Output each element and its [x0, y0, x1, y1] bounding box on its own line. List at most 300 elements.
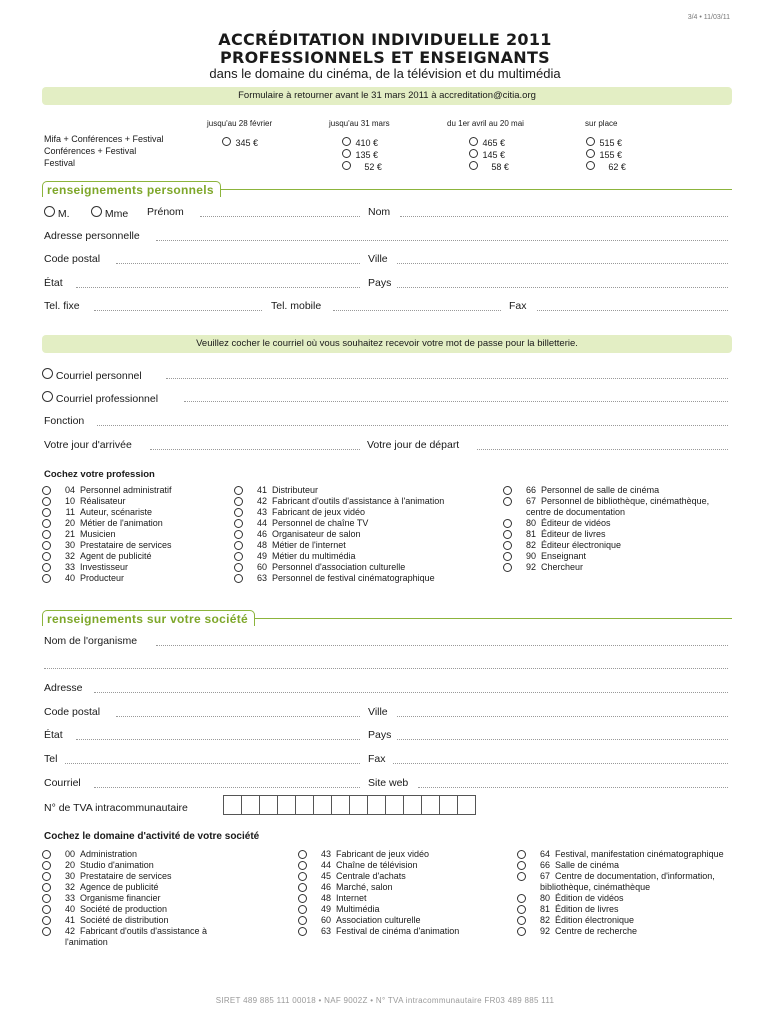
company-etat-label: État — [44, 729, 63, 741]
profession-label: Éditeur de livres — [541, 529, 606, 539]
domain-code: 30 — [64, 871, 75, 881]
domain-code: 32 — [64, 882, 75, 892]
period-header: du 1er avril au 20 mai — [447, 119, 524, 128]
profession-option[interactable] — [503, 529, 709, 540]
profession-column-2 — [234, 485, 444, 584]
radio-icon — [503, 497, 512, 506]
domain-code: 66 — [539, 860, 550, 870]
radio-icon — [469, 161, 478, 170]
radio-icon — [298, 861, 307, 870]
profession-option[interactable] — [42, 551, 172, 562]
domain-code: 44 — [320, 860, 331, 870]
domain-label: Studio d'animation — [80, 860, 154, 870]
profession-label: Éditeur de vidéos — [541, 518, 611, 528]
price-option[interactable] — [342, 157, 382, 175]
profession-column-1 — [42, 485, 172, 584]
company-etat-field[interactable] — [76, 739, 360, 740]
domain-option[interactable] — [298, 926, 459, 937]
domain-option[interactable] — [42, 849, 207, 860]
code-postal-field[interactable] — [116, 263, 360, 264]
fax-label: Fax — [509, 300, 527, 312]
profession-option[interactable] — [42, 496, 172, 507]
profession-option[interactable] — [503, 562, 709, 573]
profession-label-continuation: centre de documentation — [526, 507, 626, 517]
profession-code: 43 — [256, 507, 267, 517]
profession-code: 90 — [525, 551, 536, 561]
fax-field[interactable] — [537, 310, 728, 311]
domain-label: Centrale d'achats — [336, 871, 406, 881]
domain-label: Chaîne de télévision — [336, 860, 418, 870]
radio-icon — [517, 872, 526, 881]
profession-code: 82 — [525, 540, 536, 550]
fonction-label: Fonction — [44, 415, 85, 427]
profession-option[interactable] — [42, 562, 172, 573]
domain-code: 80 — [539, 893, 550, 903]
domain-label: Édition de vidéos — [555, 893, 624, 903]
domain-option[interactable] — [42, 860, 207, 871]
adresse-field[interactable] — [156, 240, 728, 241]
radio-icon — [298, 883, 307, 892]
profession-code: 30 — [64, 540, 75, 550]
domain-label: Festival, manifestation cinématographique — [555, 849, 724, 859]
profession-code: 21 — [64, 529, 75, 539]
profession-label: Agent de publicité — [80, 551, 152, 561]
profession-code: 40 — [64, 573, 75, 583]
domain-code: 82 — [539, 915, 550, 925]
company-tel-field[interactable] — [65, 763, 360, 764]
domain-option[interactable] — [42, 904, 207, 915]
profession-label: Métier de l'internet — [272, 540, 346, 550]
profession-code: 44 — [256, 518, 267, 528]
domain-label: Salle de cinéma — [555, 860, 620, 870]
tva-input-boxes[interactable] — [223, 795, 476, 815]
radio-icon — [298, 850, 307, 859]
domain-option[interactable] — [298, 915, 459, 926]
profession-label: Métier du multimédia — [272, 551, 356, 561]
profession-option[interactable] — [234, 496, 444, 507]
domain-heading: Cochez le domaine d'activité de votre société — [44, 831, 260, 842]
return-notice-text: Formulaire à retourner avant le 31 mars 2011 à accreditation@citia.org — [238, 90, 536, 101]
profession-label: Organisateur de salon — [272, 529, 361, 539]
profession-code: 48 — [256, 540, 267, 550]
courriel-pro-field[interactable] — [184, 401, 728, 402]
domain-option[interactable] — [517, 849, 724, 860]
nom-field[interactable] — [400, 216, 728, 217]
profession-label: Métier de l'animation — [80, 518, 163, 528]
domain-code: 46 — [320, 882, 331, 892]
company-adresse-field[interactable] — [94, 692, 728, 693]
profession-option[interactable] — [42, 518, 172, 529]
company-adresse-label: Adresse — [44, 682, 83, 694]
radio-icon — [42, 916, 51, 925]
domain-label-continuation: l'animation — [65, 937, 108, 947]
prenom-label: Prénom — [147, 206, 184, 218]
organisme-field-line-2[interactable] — [44, 668, 728, 669]
domain-code: 92 — [539, 926, 550, 936]
profession-option[interactable] — [42, 540, 172, 551]
radio-icon — [503, 530, 512, 539]
domain-code: 49 — [320, 904, 331, 914]
domain-label: Centre de documentation, d'information, — [555, 871, 715, 881]
depart-label: Votre jour de départ — [367, 439, 460, 451]
profession-code: 04 — [64, 485, 75, 495]
profession-option[interactable] — [234, 507, 444, 518]
profession-option[interactable] — [42, 507, 172, 518]
domain-option[interactable] — [517, 893, 724, 904]
radio-icon — [517, 905, 526, 914]
profession-code: 20 — [64, 518, 75, 528]
radio-icon — [517, 927, 526, 936]
pays-label: Pays — [368, 277, 392, 289]
domain-label: Association culturelle — [336, 915, 421, 925]
domain-label: Internet — [336, 893, 367, 903]
tel-mobile-field[interactable] — [333, 310, 501, 311]
profession-label: Investisseur — [80, 562, 129, 572]
domain-code: 41 — [64, 915, 75, 925]
radio-icon — [42, 508, 51, 517]
profession-label: Personnel de chaîne TV — [272, 518, 369, 528]
domain-label: Multimédia — [336, 904, 380, 914]
company-courriel-label: Courriel — [44, 777, 81, 789]
tva-label: N° de TVA intracommunautaire — [44, 802, 188, 814]
tel-fixe-label: Tel. fixe — [44, 300, 80, 312]
price-value: 515 € — [599, 138, 622, 148]
radio-icon — [517, 916, 526, 925]
profession-option[interactable] — [503, 518, 709, 529]
profession-code: 46 — [256, 529, 267, 539]
mail-notice-text: Veuillez cocher le courriel où vous souhaitez recevoir votre mot de passe pour la billetterie. — [196, 338, 578, 349]
page-reference: 3/4 • 11/03/11 — [687, 14, 730, 21]
domain-option[interactable] — [42, 882, 207, 893]
profession-label: Personnel d'association culturelle — [272, 562, 406, 572]
price-value: 410 € — [355, 138, 378, 148]
radio-icon — [503, 486, 512, 495]
radio-icon — [42, 541, 51, 550]
price-row-label: Mifa + Conférences + Festival — [44, 134, 164, 144]
form-title: ACCRÉDITATION INDIVIDUELLE 2011 — [218, 30, 552, 49]
site-web-field[interactable] — [418, 787, 728, 788]
radio-icon — [298, 894, 307, 903]
profession-code: 80 — [525, 518, 536, 528]
profession-option[interactable] — [234, 551, 444, 562]
profession-label: Distributeur — [272, 485, 319, 495]
profession-label: Personnel de bibliothèque, cinémathèque, — [541, 496, 710, 506]
domain-column-3 — [517, 849, 724, 937]
profession-label: Personnel de salle de cinéma — [541, 485, 660, 495]
profession-code: 11 — [65, 507, 75, 517]
company-ville-field[interactable] — [397, 716, 728, 717]
domain-option[interactable] — [298, 849, 459, 860]
radio-icon — [503, 563, 512, 572]
profession-option[interactable] — [503, 485, 709, 496]
domain-code: 43 — [320, 849, 331, 859]
profession-label: Réalisateur — [80, 496, 126, 506]
ville-field[interactable] — [397, 263, 728, 264]
profession-label: Auteur, scénariste — [80, 507, 153, 517]
radio-icon — [234, 563, 243, 572]
radio-icon — [234, 530, 243, 539]
profession-code: 67 — [525, 496, 536, 506]
profession-code: 41 — [256, 485, 267, 495]
radio-icon — [42, 552, 51, 561]
domain-code: 64 — [539, 849, 550, 859]
profession-code: 60 — [256, 562, 267, 572]
etat-field[interactable] — [76, 287, 360, 288]
profession-option[interactable] — [234, 573, 444, 584]
radio-icon — [503, 552, 512, 561]
radio-icon — [42, 391, 53, 402]
radio-icon — [42, 894, 51, 903]
radio-icon — [234, 552, 243, 561]
price-row-label: Festival — [44, 158, 76, 168]
radio-icon — [42, 927, 51, 936]
adresse-label: Adresse personnelle — [44, 230, 140, 242]
title-mr-label: M. — [57, 208, 70, 220]
domain-option[interactable] — [298, 893, 459, 904]
company-code-postal-label: Code postal — [44, 706, 101, 718]
price-value: 345 € — [235, 138, 258, 148]
profession-option[interactable] — [503, 496, 709, 507]
domain-code: 33 — [64, 893, 75, 903]
domain-label: Marché, salon — [336, 882, 393, 892]
radio-icon — [42, 905, 51, 914]
profession-heading: Cochez votre profession — [44, 469, 155, 480]
organisme-field[interactable] — [156, 645, 728, 646]
title-mr-option[interactable] — [44, 206, 70, 220]
price-value: 58 € — [491, 162, 509, 172]
company-pays-field[interactable] — [397, 739, 728, 740]
domain-code: 42 — [64, 926, 75, 936]
radio-icon — [503, 541, 512, 550]
domain-code: 45 — [320, 871, 331, 881]
domain-code: 67 — [539, 871, 550, 881]
profession-code: 10 — [64, 496, 75, 506]
radio-icon — [42, 883, 51, 892]
domain-option[interactable] — [298, 882, 459, 893]
pays-field[interactable] — [397, 287, 728, 288]
domain-label: Édition électronique — [555, 915, 635, 925]
radio-icon — [517, 861, 526, 870]
profession-option[interactable] — [234, 518, 444, 529]
title-mrs-label: Mme — [104, 208, 129, 220]
profession-label: Producteur — [80, 573, 125, 583]
section-title-personal: renseignements personnels — [42, 181, 221, 197]
price-value: 465 € — [482, 138, 505, 148]
etat-label: État — [44, 277, 63, 289]
domain-option[interactable] — [517, 915, 724, 926]
profession-code: 49 — [256, 551, 267, 561]
radio-icon — [91, 206, 102, 217]
radio-icon — [222, 137, 231, 146]
profession-label: Prestataire de services — [80, 540, 172, 550]
title-mrs-option[interactable] — [91, 206, 128, 220]
profession-option[interactable] — [234, 562, 444, 573]
price-row-label: Conférences + Festival — [44, 146, 137, 156]
profession-option[interactable] — [234, 540, 444, 551]
ville-label: Ville — [368, 253, 388, 265]
profession-option[interactable] — [503, 551, 709, 562]
profession-label: Chercheur — [541, 562, 584, 572]
profession-code: 92 — [525, 562, 536, 572]
company-ville-label: Ville — [368, 706, 388, 718]
domain-option[interactable] — [298, 860, 459, 871]
radio-icon — [234, 486, 243, 495]
radio-icon — [298, 916, 307, 925]
price-value: 52 € — [364, 162, 382, 172]
price-value: 135 € — [355, 150, 378, 160]
radio-icon — [503, 519, 512, 528]
radio-icon — [298, 927, 307, 936]
domain-label: Festival de cinéma d'animation — [336, 926, 460, 936]
domain-label: Société de distribution — [80, 915, 169, 925]
profession-label: Personnel de festival cinématographique — [272, 573, 435, 583]
radio-icon — [44, 206, 55, 217]
profession-option[interactable] — [42, 529, 172, 540]
profession-code: 32 — [64, 551, 75, 561]
domain-code: 20 — [64, 860, 75, 870]
nom-label: Nom — [368, 206, 391, 218]
domain-label: Fabricant de jeux vidéo — [336, 849, 430, 859]
domain-code: 40 — [64, 904, 75, 914]
radio-icon — [298, 905, 307, 914]
period-header: jusqu'au 28 février — [207, 119, 273, 128]
domain-option[interactable] — [298, 904, 459, 915]
domain-label: Agence de publicité — [80, 882, 159, 892]
company-fax-label: Fax — [368, 753, 386, 765]
radio-icon — [234, 508, 243, 517]
tel-mobile-label: Tel. mobile — [271, 300, 322, 312]
domain-option[interactable] — [42, 926, 207, 937]
price-option[interactable] — [586, 157, 626, 175]
prenom-field[interactable] — [200, 216, 360, 217]
profession-option[interactable] — [234, 485, 444, 496]
site-web-label: Site web — [368, 777, 409, 789]
radio-icon — [42, 530, 51, 539]
domain-code: 63 — [320, 926, 331, 936]
domain-column-1 — [42, 849, 207, 948]
courriel-perso-field[interactable] — [166, 378, 728, 379]
mail-notice-bar — [42, 335, 732, 353]
tel-fixe-field[interactable] — [94, 310, 262, 311]
company-fax-field[interactable] — [393, 763, 728, 764]
price-value: 145 € — [482, 150, 505, 160]
profession-column-3 — [503, 485, 709, 573]
domain-option[interactable] — [517, 926, 724, 937]
radio-icon — [517, 850, 526, 859]
depart-field[interactable] — [477, 449, 728, 450]
code-postal-label: Code postal — [44, 253, 101, 265]
form-domain-subtitle: dans le domaine du cinéma, de la télévision et du multimédia — [209, 66, 561, 81]
profession-label: Éditeur électronique — [541, 540, 622, 550]
profession-code: 33 — [64, 562, 75, 572]
radio-icon — [234, 497, 243, 506]
radio-icon — [42, 861, 51, 870]
radio-icon — [234, 541, 243, 550]
form-subtitle: PROFESSIONNELS ET ENSEIGNANTS — [220, 48, 550, 67]
profession-option[interactable] — [234, 529, 444, 540]
period-header: jusqu'au 31 mars — [329, 119, 390, 128]
profession-label: Fabricant de jeux vidéo — [272, 507, 366, 517]
radio-icon — [42, 850, 51, 859]
radio-icon — [517, 894, 526, 903]
radio-icon — [586, 161, 595, 170]
profession-code: 81 — [525, 529, 536, 539]
domain-label: Société de production — [80, 904, 168, 914]
radio-icon — [42, 519, 51, 528]
domain-column-2 — [298, 849, 459, 937]
domain-label: Centre de recherche — [555, 926, 638, 936]
return-notice-bar — [42, 87, 732, 105]
profession-option[interactable] — [42, 573, 172, 584]
domain-option[interactable] — [42, 915, 207, 926]
domain-option[interactable] — [517, 904, 724, 915]
price-value: 155 € — [599, 150, 622, 160]
arrivee-label: Votre jour d'arrivée — [44, 439, 132, 451]
price-option[interactable] — [222, 133, 258, 151]
price-value: 62 € — [608, 162, 626, 172]
profession-label: Enseignant — [541, 551, 587, 561]
domain-option[interactable] — [517, 860, 724, 871]
domain-label: Organisme financier — [80, 893, 161, 903]
radio-icon — [42, 574, 51, 583]
radio-icon — [42, 368, 53, 379]
company-courriel-field[interactable] — [94, 787, 360, 788]
period-header: sur place — [585, 119, 618, 128]
company-tel-label: Tel — [44, 753, 58, 765]
courriel-perso-option[interactable] — [42, 368, 142, 382]
domain-code: 81 — [539, 904, 550, 914]
company-pays-label: Pays — [368, 729, 392, 741]
domain-label: Prestataire de services — [80, 871, 172, 881]
domain-code: 60 — [320, 915, 331, 925]
profession-label: Fabricant d'outils d'assistance à l'animation — [272, 496, 445, 506]
radio-icon — [42, 563, 51, 572]
radio-icon — [298, 872, 307, 881]
price-option[interactable] — [469, 157, 509, 175]
domain-option[interactable] — [42, 893, 207, 904]
arrivee-field[interactable] — [150, 449, 360, 450]
radio-icon — [42, 872, 51, 881]
radio-icon — [42, 497, 51, 506]
courriel-pro-option[interactable] — [42, 391, 158, 405]
domain-code: 00 — [64, 849, 75, 859]
profession-code: 66 — [525, 485, 536, 495]
domain-label: Administration — [80, 849, 138, 859]
domain-code: 48 — [320, 893, 331, 903]
domain-option[interactable] — [42, 871, 207, 882]
profession-code: 63 — [256, 573, 267, 583]
profession-option[interactable] — [42, 485, 172, 496]
courriel-perso-label: Courriel personnel — [55, 370, 142, 382]
domain-option[interactable] — [517, 871, 724, 882]
domain-option[interactable] — [298, 871, 459, 882]
company-legal-footer: SIRET 489 885 111 00018 • NAF 9002Z • N° TVA intracommunautaire FR03 489 885 111 — [215, 996, 555, 1005]
domain-label-continuation: bibliothèque, cinémathèque — [540, 882, 651, 892]
domain-label: Fabricant d'outils d'assistance à — [80, 926, 208, 936]
profession-label: Musicien — [80, 529, 116, 539]
radio-icon — [42, 486, 51, 495]
company-code-postal-field[interactable] — [116, 716, 360, 717]
fonction-field[interactable] — [97, 425, 728, 426]
radio-icon — [342, 161, 351, 170]
radio-icon — [234, 574, 243, 583]
profession-label: Personnel administratif — [80, 485, 172, 495]
courriel-pro-label: Courriel professionnel — [55, 393, 159, 405]
domain-label: Édition de livres — [555, 904, 619, 914]
profession-option[interactable] — [503, 540, 709, 551]
profession-code: 42 — [256, 496, 267, 506]
section-title-company: renseignements sur votre société — [42, 610, 255, 626]
